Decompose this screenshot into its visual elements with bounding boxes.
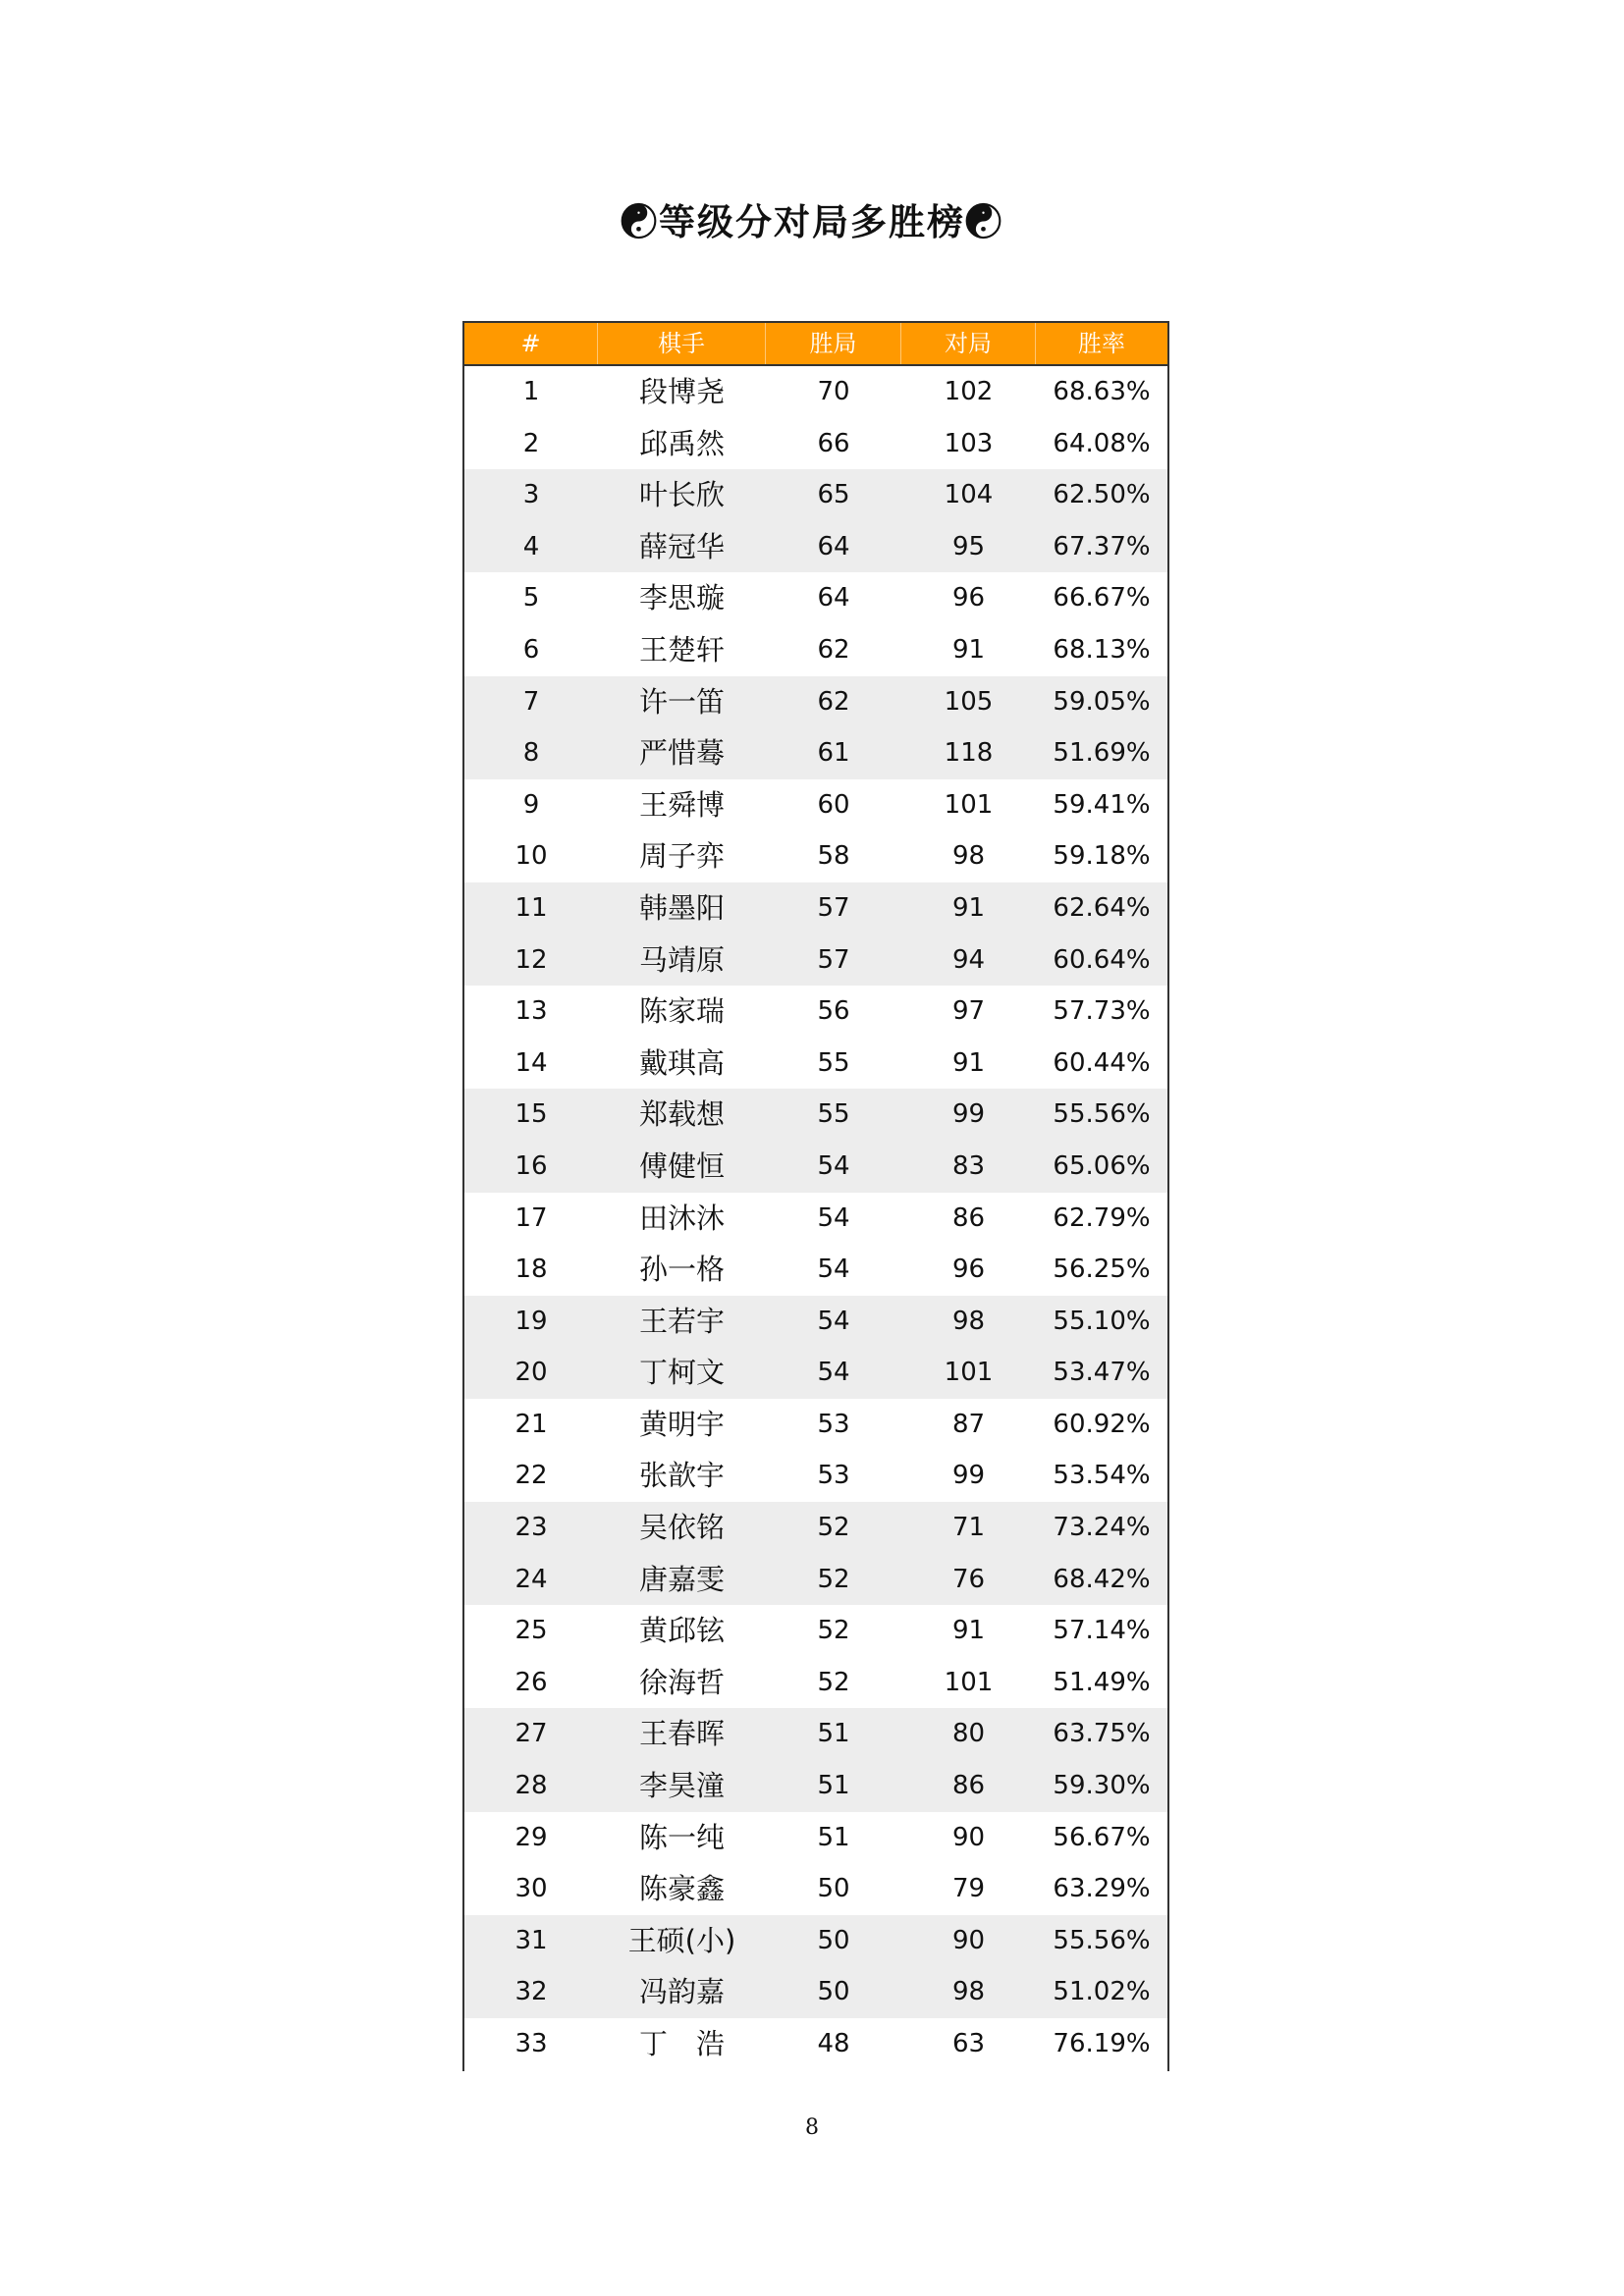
win-rate-cell: 55.56% bbox=[1053, 1925, 1151, 1955]
win-rate-cell: 51.02% bbox=[1053, 1977, 1151, 2007]
player-name-cell: 段博尧 bbox=[638, 375, 725, 408]
rank-cell: 31 bbox=[514, 1925, 548, 1955]
header-win-rate: 胜率 bbox=[1078, 330, 1125, 357]
rank-cell: 30 bbox=[514, 1874, 548, 1904]
games-cell: 76 bbox=[951, 1564, 986, 1594]
games-cell: 96 bbox=[951, 1255, 986, 1285]
rank-cell: 17 bbox=[514, 1202, 548, 1233]
player-name-cell: 黄明宇 bbox=[638, 1407, 725, 1441]
win-rate-cell: 76.19% bbox=[1053, 2029, 1151, 2058]
player-name-cell: 田沐沐 bbox=[638, 1201, 725, 1235]
rank-cell: 27 bbox=[514, 1719, 548, 1749]
table-row bbox=[464, 1812, 1167, 1864]
win-rate-cell: 51.69% bbox=[1053, 738, 1151, 769]
table-row bbox=[464, 1089, 1167, 1141]
wins-cell: 58 bbox=[817, 841, 850, 872]
win-rate-cell: 62.50% bbox=[1053, 480, 1151, 510]
games-cell: 63 bbox=[951, 2029, 986, 2058]
win-rate-cell: 59.30% bbox=[1053, 1771, 1151, 1801]
wins-cell: 60 bbox=[817, 789, 850, 820]
win-rate-cell: 55.56% bbox=[1053, 1099, 1151, 1130]
win-rate-cell: 66.67% bbox=[1053, 583, 1151, 614]
games-cell: 98 bbox=[951, 1977, 986, 2007]
player-name-cell: 薛冠华 bbox=[638, 529, 725, 563]
table-row bbox=[464, 1347, 1167, 1399]
wins-cell: 62 bbox=[817, 634, 850, 665]
rank-cell: 12 bbox=[514, 944, 548, 975]
win-rate-cell: 57.73% bbox=[1053, 996, 1151, 1027]
win-rate-cell: 67.37% bbox=[1053, 531, 1151, 561]
games-cell: 71 bbox=[951, 1513, 986, 1543]
rank-cell: 29 bbox=[514, 1822, 548, 1852]
wins-cell: 50 bbox=[817, 1977, 850, 2007]
player-name-cell: 周子弈 bbox=[638, 839, 725, 874]
player-name-cell: 吴依铭 bbox=[638, 1511, 725, 1545]
games-cell: 96 bbox=[951, 583, 986, 614]
win-rate-cell: 59.05% bbox=[1053, 686, 1151, 717]
rank-cell: 1 bbox=[522, 377, 540, 406]
games-cell: 101 bbox=[944, 1667, 994, 1697]
table-row bbox=[464, 572, 1167, 624]
player-name-cell: 陈家瑞 bbox=[638, 994, 725, 1029]
games-cell: 103 bbox=[944, 428, 994, 458]
wins-cell: 52 bbox=[817, 1616, 850, 1646]
rank-cell: 6 bbox=[522, 634, 540, 665]
table-row bbox=[464, 1605, 1167, 1657]
win-rate-cell: 51.49% bbox=[1053, 1667, 1151, 1697]
rank-cell: 16 bbox=[514, 1150, 548, 1181]
wins-cell: 56 bbox=[817, 996, 850, 1027]
rank-cell: 10 bbox=[514, 841, 548, 872]
win-rate-cell: 56.25% bbox=[1053, 1255, 1151, 1285]
win-rate-cell: 68.13% bbox=[1053, 634, 1151, 665]
win-rate-cell: 68.42% bbox=[1053, 1564, 1151, 1594]
wins-cell: 53 bbox=[817, 1409, 850, 1439]
rank-cell: 7 bbox=[522, 686, 540, 717]
win-rate-cell: 53.54% bbox=[1053, 1461, 1151, 1491]
player-name-cell: 许一笛 bbox=[638, 684, 725, 719]
win-rate-cell: 68.63% bbox=[1053, 377, 1151, 406]
rank-cell: 13 bbox=[514, 996, 548, 1027]
wins-cell: 65 bbox=[817, 480, 850, 510]
table-body bbox=[464, 366, 1167, 2070]
player-name-cell: 孙一格 bbox=[638, 1253, 725, 1287]
table-row bbox=[464, 1399, 1167, 1451]
player-name-cell: 叶长欣 bbox=[638, 478, 725, 512]
table-row bbox=[464, 1863, 1167, 1915]
header-games: 对局 bbox=[901, 323, 1036, 364]
wins-cell: 57 bbox=[817, 892, 850, 923]
wins-cell: 64 bbox=[817, 583, 850, 614]
games-cell: 94 bbox=[951, 944, 986, 975]
table-row bbox=[464, 469, 1167, 521]
table-row bbox=[464, 934, 1167, 987]
rank-cell: 5 bbox=[522, 583, 540, 614]
wins-cell: 66 bbox=[817, 428, 850, 458]
wins-cell: 55 bbox=[817, 1047, 850, 1078]
win-rate-cell: 73.24% bbox=[1053, 1513, 1151, 1543]
table-row bbox=[464, 366, 1167, 418]
table-row bbox=[464, 1038, 1167, 1090]
win-rate-cell: 60.44% bbox=[1053, 1047, 1151, 1078]
player-name-cell: 李思璇 bbox=[638, 581, 725, 615]
win-rate-cell: 63.75% bbox=[1053, 1719, 1151, 1749]
table-row bbox=[464, 1502, 1167, 1554]
rank-cell: 24 bbox=[514, 1564, 548, 1594]
rank-cell: 23 bbox=[514, 1513, 548, 1543]
win-rate-cell: 53.47% bbox=[1053, 1358, 1151, 1388]
win-rate-cell: 59.18% bbox=[1053, 841, 1151, 872]
games-cell: 118 bbox=[944, 738, 994, 769]
table-row bbox=[464, 521, 1167, 573]
player-name-cell: 李昊潼 bbox=[638, 1769, 725, 1803]
player-name-cell: 陈一纯 bbox=[638, 1820, 725, 1854]
table-row bbox=[464, 1657, 1167, 1709]
rank-cell: 20 bbox=[514, 1358, 548, 1388]
table-header-row bbox=[464, 321, 1167, 366]
wins-cell: 52 bbox=[817, 1667, 850, 1697]
player-name-cell: 唐嘉雯 bbox=[638, 1562, 725, 1596]
wins-cell: 64 bbox=[817, 531, 850, 561]
player-name-cell: 张歆宇 bbox=[638, 1459, 725, 1493]
rank-cell: 14 bbox=[514, 1047, 548, 1078]
ranking-table bbox=[462, 321, 1169, 2071]
rank-cell: 18 bbox=[514, 1255, 548, 1285]
player-name-cell: 戴琪高 bbox=[638, 1045, 725, 1080]
games-cell: 90 bbox=[951, 1822, 986, 1852]
wins-cell: 54 bbox=[817, 1306, 850, 1336]
wins-cell: 70 bbox=[817, 377, 850, 406]
page-number: 8 bbox=[805, 2115, 819, 2140]
player-name-cell: 黄邱铉 bbox=[638, 1614, 725, 1648]
wins-cell: 62 bbox=[817, 686, 850, 717]
table-row bbox=[464, 830, 1167, 882]
wins-cell: 53 bbox=[817, 1461, 850, 1491]
player-name-cell: 韩墨阳 bbox=[638, 890, 725, 925]
player-name-cell: 丁柯文 bbox=[638, 1356, 725, 1390]
wins-cell: 52 bbox=[817, 1564, 850, 1594]
player-name-cell: 王舜博 bbox=[638, 787, 725, 822]
player-name-cell: 邱禹然 bbox=[638, 426, 725, 460]
games-cell: 101 bbox=[944, 1358, 994, 1388]
games-cell: 99 bbox=[951, 1099, 986, 1130]
games-cell: 83 bbox=[951, 1150, 986, 1181]
table-row bbox=[464, 1193, 1167, 1245]
games-cell: 80 bbox=[951, 1719, 986, 1749]
wins-cell: 61 bbox=[817, 738, 850, 769]
rank-cell: 25 bbox=[514, 1616, 548, 1646]
rank-cell: 11 bbox=[514, 892, 548, 923]
table-row bbox=[464, 727, 1167, 779]
win-rate-cell: 64.08% bbox=[1053, 428, 1151, 458]
wins-cell: 48 bbox=[817, 2029, 850, 2058]
player-name-cell: 冯韵嘉 bbox=[638, 1975, 725, 2009]
games-cell: 95 bbox=[951, 531, 986, 561]
wins-cell: 52 bbox=[817, 1513, 850, 1543]
win-rate-cell: 55.10% bbox=[1053, 1306, 1151, 1336]
table-row bbox=[464, 676, 1167, 728]
wins-cell: 55 bbox=[817, 1099, 850, 1130]
table-row bbox=[464, 1554, 1167, 1606]
player-name-cell: 严惜蓦 bbox=[638, 736, 725, 771]
win-rate-cell: 57.14% bbox=[1053, 1616, 1151, 1646]
win-rate-cell: 62.79% bbox=[1053, 1202, 1151, 1233]
rank-cell: 28 bbox=[514, 1771, 548, 1801]
win-rate-cell: 65.06% bbox=[1053, 1150, 1151, 1181]
table-row bbox=[464, 1141, 1167, 1193]
wins-cell: 51 bbox=[817, 1822, 850, 1852]
table-row bbox=[464, 2018, 1167, 2070]
rank-cell: 8 bbox=[522, 738, 540, 769]
table-row bbox=[464, 1450, 1167, 1502]
player-name-cell: 王若宇 bbox=[638, 1304, 725, 1338]
games-cell: 101 bbox=[944, 789, 994, 820]
win-rate-cell: 63.29% bbox=[1053, 1874, 1151, 1904]
wins-cell: 50 bbox=[817, 1925, 850, 1955]
wins-cell: 54 bbox=[817, 1150, 850, 1181]
games-cell: 97 bbox=[951, 996, 986, 1027]
header-player: 棋手 bbox=[598, 323, 766, 364]
games-cell: 86 bbox=[951, 1202, 986, 1233]
win-rate-cell: 56.67% bbox=[1053, 1822, 1151, 1852]
table-row bbox=[464, 1296, 1167, 1348]
wins-cell: 57 bbox=[817, 944, 850, 975]
rank-cell: 21 bbox=[514, 1409, 548, 1439]
table-row bbox=[464, 624, 1167, 676]
games-cell: 79 bbox=[951, 1874, 986, 1904]
table-row bbox=[464, 418, 1167, 470]
player-name-cell: 郑载想 bbox=[638, 1097, 725, 1132]
games-cell: 91 bbox=[951, 634, 986, 665]
games-cell: 91 bbox=[951, 1047, 986, 1078]
table-row bbox=[464, 1708, 1167, 1760]
win-rate-cell: 62.64% bbox=[1053, 892, 1151, 923]
table-row bbox=[464, 1915, 1167, 1967]
table-row bbox=[464, 779, 1167, 831]
games-cell: 91 bbox=[951, 1616, 986, 1646]
games-cell: 91 bbox=[951, 892, 986, 923]
page-title: ☯等级分对局多胜榜☯ bbox=[621, 200, 1003, 243]
games-cell: 98 bbox=[951, 1306, 986, 1336]
rank-cell: 26 bbox=[514, 1667, 548, 1697]
win-rate-cell: 60.64% bbox=[1053, 944, 1151, 975]
games-cell: 98 bbox=[951, 841, 986, 872]
games-cell: 105 bbox=[944, 686, 994, 717]
table-row bbox=[464, 1244, 1167, 1296]
games-cell: 86 bbox=[951, 1771, 986, 1801]
header-rank: # bbox=[464, 323, 598, 364]
player-name-cell: 王楚轩 bbox=[638, 632, 725, 667]
games-cell: 104 bbox=[944, 480, 994, 510]
rank-cell: 32 bbox=[514, 1977, 548, 2007]
player-name-cell: 傅健恒 bbox=[638, 1148, 725, 1183]
table-row bbox=[464, 882, 1167, 934]
rank-cell: 19 bbox=[514, 1306, 548, 1336]
wins-cell: 51 bbox=[817, 1771, 850, 1801]
win-rate-cell: 59.41% bbox=[1053, 789, 1151, 820]
rank-cell: 2 bbox=[522, 428, 540, 458]
player-name-cell: 徐海哲 bbox=[638, 1665, 725, 1699]
rank-cell: 33 bbox=[514, 2029, 548, 2058]
player-name-cell: 王春晖 bbox=[638, 1717, 725, 1751]
wins-cell: 54 bbox=[817, 1255, 850, 1285]
wins-cell: 54 bbox=[817, 1358, 850, 1388]
player-name-cell: 马靖原 bbox=[638, 942, 725, 977]
header-wins: 胜局 bbox=[766, 323, 901, 364]
player-name-cell: 王硕(小) bbox=[627, 1923, 736, 1957]
rank-cell: 15 bbox=[514, 1099, 548, 1130]
win-rate-cell: 60.92% bbox=[1053, 1409, 1151, 1439]
table-row bbox=[464, 986, 1167, 1038]
rank-cell: 9 bbox=[522, 789, 540, 820]
rank-cell: 3 bbox=[522, 480, 540, 510]
wins-cell: 51 bbox=[817, 1719, 850, 1749]
player-name-cell: 丁 浩 bbox=[638, 2027, 725, 2060]
rank-cell: 4 bbox=[522, 531, 540, 561]
player-name-cell: 陈豪鑫 bbox=[638, 1872, 725, 1906]
games-cell: 102 bbox=[944, 377, 994, 406]
rank-cell: 22 bbox=[514, 1461, 548, 1491]
wins-cell: 50 bbox=[817, 1874, 850, 1904]
games-cell: 87 bbox=[951, 1409, 986, 1439]
games-cell: 90 bbox=[951, 1925, 986, 1955]
table-row bbox=[464, 1760, 1167, 1812]
games-cell: 99 bbox=[951, 1461, 986, 1491]
wins-cell: 54 bbox=[817, 1202, 850, 1233]
table-row bbox=[464, 1966, 1167, 2018]
